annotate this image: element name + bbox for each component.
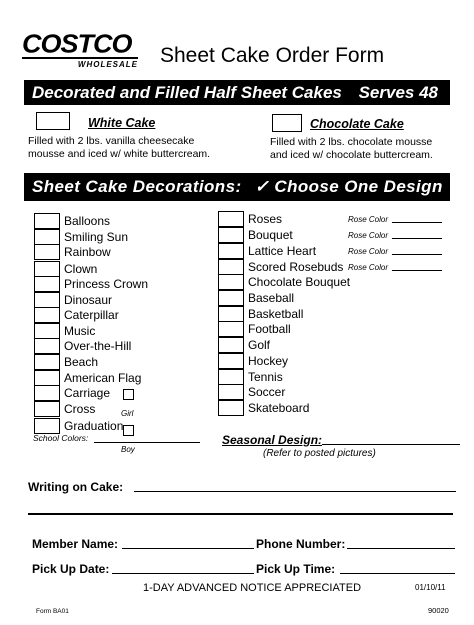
design-label: Smiling Sun [64,230,129,244]
design-label: Balloons [64,214,111,228]
design-checkbox[interactable] [218,369,244,385]
rose-color-field[interactable] [348,231,442,240]
design-label: Roses [248,212,283,226]
design-checkbox[interactable] [218,211,244,227]
pickup-date-label: Pick Up Date: [32,562,110,576]
seasonal-note: (Refer to posted pictures) [263,448,376,459]
form-id: Form BA01 [36,608,69,615]
design-label: Football [248,322,291,336]
design-checkbox[interactable] [218,337,244,353]
member-name-label: Member Name: [32,537,119,551]
date-code: 01/10/11 [415,583,446,592]
girl-label: Girl [121,409,134,418]
design-checkbox[interactable] [218,259,244,275]
design-label: Caterpillar [64,308,119,322]
chocolate-cake-desc-line2: and iced w/ chocolate buttercream. [270,149,433,161]
logo-main-text: COSTCO [22,29,132,59]
pickup-time-label: Pick Up Time: [256,562,336,576]
design-label: Hockey [248,354,289,368]
design-label: Baseball [248,291,295,305]
member-name-line[interactable] [122,548,254,549]
design-checkbox[interactable] [34,307,60,323]
design-label: Skateboard [248,401,310,415]
half-sheet-banner [24,80,450,105]
design-checkbox[interactable] [34,276,60,292]
phone-number-line[interactable] [347,548,455,549]
chocolate-cake-title: Chocolate Cake [310,117,404,131]
rose-color-label: Rose Color [348,247,389,256]
design-label: Beach [64,355,99,369]
design-checkbox[interactable] [34,418,60,434]
rose-color-label: Rose Color [348,231,389,240]
design-checkbox[interactable] [34,370,60,386]
decorations-label: Sheet Cake Decorations [32,177,236,196]
writing-label: Writing on Cake: [28,480,124,494]
design-label: Rainbow [64,245,111,259]
advance-notice: 1-DAY ADVANCED NOTICE APPRECIATED [143,582,362,594]
design-checkbox[interactable] [218,274,244,290]
design-checkbox[interactable] [218,306,244,322]
white-cake-title: White Cake [88,116,156,130]
school-colors-line[interactable] [94,442,200,443]
design-label: Clown [64,262,98,276]
rose-color-line[interactable] [392,222,442,223]
design-label: American Flag [64,371,142,385]
design-checkbox[interactable] [218,243,244,259]
decorations-colon: : [235,177,242,196]
chocolate-cake-desc-line1: Filled with 2 lbs. chocolate mousse [270,136,433,148]
design-checkbox[interactable] [218,290,244,306]
design-checkbox[interactable] [218,227,244,243]
girl-checkbox[interactable] [123,389,134,400]
design-checkbox[interactable] [218,321,244,337]
design-label: Cross [64,402,96,416]
white-cake-checkbox[interactable] [36,112,70,130]
banner-label: Decorated and Filled Half Sheet Cakes [32,83,342,102]
design-label: Dinosaur [64,293,113,307]
design-checkbox[interactable] [34,261,60,277]
school-colors-label: School Colors: [33,433,89,443]
design-label: Tennis [248,370,283,384]
form-title: Sheet Cake Order Form [160,44,385,67]
logo-sub-text: WHOLESALE [22,57,138,69]
check-icon: ✓ [254,177,270,196]
design-checkbox[interactable] [34,401,60,417]
design-label: Scored Rosebuds [248,260,344,274]
design-checkbox[interactable] [34,244,60,260]
design-label: Soccer [248,385,286,399]
design-checkbox[interactable] [34,338,60,354]
chocolate-cake-description [270,136,433,162]
boy-label: Boy [121,445,135,454]
white-cake-desc-line1: Filled with 2 lbs. vanilla cheesecake [28,135,195,147]
design-checkbox[interactable] [218,384,244,400]
seasonal-design-line[interactable] [322,444,460,445]
decorations-banner [24,173,450,201]
design-label: Graduation [64,419,124,433]
design-label: Over-the-Hill [64,339,132,353]
costco-logo [22,29,138,69]
design-label: Lattice Heart [248,244,317,258]
design-label: Princess Crown [64,277,149,291]
design-checkbox[interactable] [34,229,60,245]
design-checkbox[interactable] [34,354,60,370]
design-checkbox[interactable] [34,323,60,339]
chocolate-cake-checkbox[interactable] [272,114,302,132]
choose-one-label: Choose One Design [274,177,443,196]
rose-color-field[interactable] [348,215,442,224]
white-cake-desc-line2: mousse and iced w/ white buttercream. [28,148,211,160]
pickup-date-line[interactable] [112,573,254,574]
white-cake-description [28,135,210,161]
serves-label: Serves 48 [358,83,438,102]
design-label: Bouquet [248,228,293,242]
design-checkbox[interactable] [218,353,244,369]
rose-color-label: Rose Color [348,215,389,224]
rose-color-line[interactable] [392,238,442,239]
rose-color-label: Rose Color [348,263,389,272]
pickup-time-line[interactable] [340,573,455,574]
seasonal-design-label: Seasonal Design: [222,433,323,447]
phone-number-label: Phone Number: [256,537,346,551]
design-label: Music [64,324,96,338]
writing-line-1[interactable] [134,491,456,492]
rose-color-field[interactable] [348,263,442,272]
boy-checkbox[interactable] [123,425,134,436]
design-checkbox[interactable] [34,213,60,229]
design-label: Chocolate Bouquet [248,275,351,289]
rose-color-line[interactable] [392,254,442,255]
rose-color-line[interactable] [392,270,442,271]
design-label: Basketball [248,307,304,321]
rose-color-field[interactable] [348,247,442,256]
design-checkbox[interactable] [34,385,60,401]
design-label: Golf [248,338,271,352]
design-checkbox[interactable] [218,400,244,416]
form-number: 90020 [428,606,449,615]
writing-line-2[interactable] [28,513,453,515]
design-checkbox[interactable] [34,292,60,308]
design-label: Carriage [64,386,111,400]
